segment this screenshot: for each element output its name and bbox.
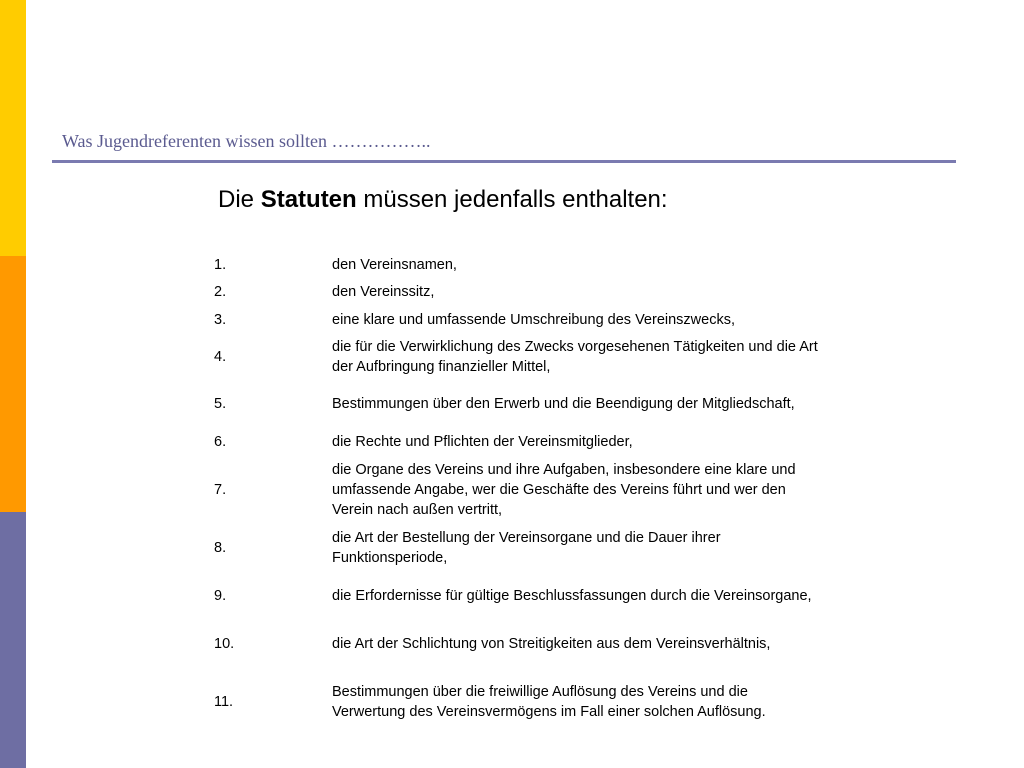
heading-prefix: Die: [218, 186, 261, 213]
list-item: [208, 572, 828, 620]
accent-stripe-yellow: [0, 0, 26, 256]
list-item: [208, 668, 828, 736]
item-number: 10.: [214, 636, 235, 652]
item-text: die Organe des Vereins und ihre Aufgaben, insbesondere eine klare und umfassende Angabe, wer die Geschäfte des Vereins führt und wer den Verein nach außen vertritt,: [332, 462, 796, 518]
item-number: 7.: [214, 482, 227, 498]
item-text: den Vereinssitz,: [332, 284, 435, 300]
item-number: 5.: [214, 396, 227, 412]
item-text: den Vereinsnamen,: [332, 257, 457, 273]
list-item: [208, 334, 828, 380]
item-text: eine klare und umfassende Umschreibung des Vereinszwecks,: [332, 312, 735, 328]
item-number: 1.: [214, 257, 227, 273]
item-text: Bestimmungen über den Erwerb und die Beendigung der Mitgliedschaft,: [332, 396, 795, 412]
slide-header-title: Was Jugendreferenten wissen sollten ……………..: [62, 131, 431, 151]
list-item: [208, 278, 828, 306]
heading-suffix: müssen jedenfalls enthalten:: [356, 186, 668, 213]
item-number: 4.: [214, 349, 227, 365]
item-text: die Art der Bestellung der Vereinsorgane und die Dauer ihrer Funktionsperiode,: [332, 530, 721, 566]
item-text: die Erfordernisse für gültige Beschlussfassungen durch die Vereinsorgane,: [332, 588, 812, 604]
heading-bold-word: Statuten: [260, 186, 357, 213]
list-item: [208, 524, 828, 572]
statute-requirements-list: [208, 252, 828, 736]
item-text: Bestimmungen über die freiwillige Auflösung des Vereins und die Verwertung des Vereinsvermögens im Fall einer solchen Auflösung.: [332, 684, 766, 720]
item-text: die Rechte und Pflichten der Vereinsmitglieder,: [332, 434, 633, 450]
list-item: [208, 428, 828, 456]
list-item: [208, 380, 828, 428]
header-divider: [52, 160, 956, 163]
item-text: die Art der Schlichtung von Streitigkeiten aus dem Vereinsverhältnis,: [332, 636, 771, 652]
list-item: [208, 620, 828, 668]
item-number: 3.: [214, 312, 227, 328]
list-item: [208, 252, 828, 278]
accent-stripe-purple: [0, 512, 26, 768]
slide-heading: [218, 186, 668, 214]
item-number: 2.: [214, 284, 227, 300]
item-number: 8.: [214, 540, 227, 556]
item-number: 6.: [214, 434, 227, 450]
item-number: 9.: [214, 588, 227, 604]
list-item: [208, 456, 828, 524]
item-text: die für die Verwirklichung des Zwecks vorgesehenen Tätigkeiten und die Art der Aufbringung finanzieller Mittel,: [332, 339, 818, 375]
accent-stripe-orange: [0, 256, 26, 512]
item-number: 11.: [214, 694, 234, 710]
list-item: [208, 306, 828, 334]
